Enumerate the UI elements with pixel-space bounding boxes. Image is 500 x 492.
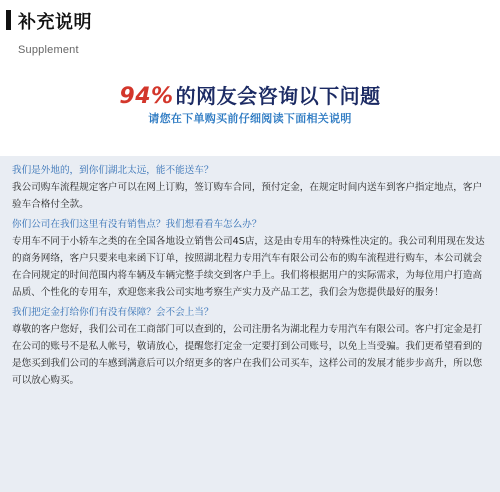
faq-question-3: 我们把定金打给你们有没有保障？会不会上当？ [12, 306, 214, 318]
faq-question-1: 我们是外地的，到你们湖北太远，能不能送车？ [12, 165, 214, 176]
promo-percent: 94% [119, 84, 174, 109]
promo-subline: 请您在下单购买前仔细阅读下面相关说明 [148, 112, 352, 125]
promo-banner [0, 70, 500, 140]
faq-panel [0, 156, 500, 492]
faq-answer-2: 专用车不同于小轿车之类的在全国各地设立销售公司4S店，这是由专用车的特殊性决定的。我公司利用现在发达的商务网络，客户只要来电来函下订单，按照湖北程力专用汽车有限公司公布的购车流程进行购车，本公司就会在合同规定的时间范围内将车辆及车辆完整手续交到客户手上。我们将根据用户的实际需求，为每位用户打造高品质、个性化的专用车，欢迎您来我公司实地考察生产实力及产品工艺，我们会为您提供最好的服务！ [12, 235, 485, 299]
section-subtitle: Supplement [18, 44, 79, 56]
section-header [0, 0, 500, 70]
faq-list [12, 162, 488, 392]
faq-question-2: 你们公司在我们这里有没有销售点？我们想看看车怎么办？ [12, 218, 262, 230]
section-title: 补充说明 [18, 12, 92, 33]
title-accent-bar [6, 10, 11, 30]
promo-headline-text: 的网友会咨询以下问题 [175, 84, 381, 108]
faq-answer-1: 我公司购车流程规定客户可以在网上订购，签订购车合同，预付定金，在规定时间内送车到客户指定地点，客户验车合格付全款。 [12, 182, 483, 211]
promo-headline [0, 80, 500, 109]
faq-answer-3: 尊敬的客户您好，我们公司在工商部门可以查到的，公司注册名为湖北程力专用汽车有限公司。客户打定金是打在公司的账号不是私人帐号，敬请放心，提醒您打定金一定要打到公司账号，以免上当受骗。我们更希望看到的是您买到我们公司的车感到满意后可以介绍更多的客户在我们公司买车，这样公司的发展才能步步高升，所以您可以放心购买。 [12, 323, 483, 387]
